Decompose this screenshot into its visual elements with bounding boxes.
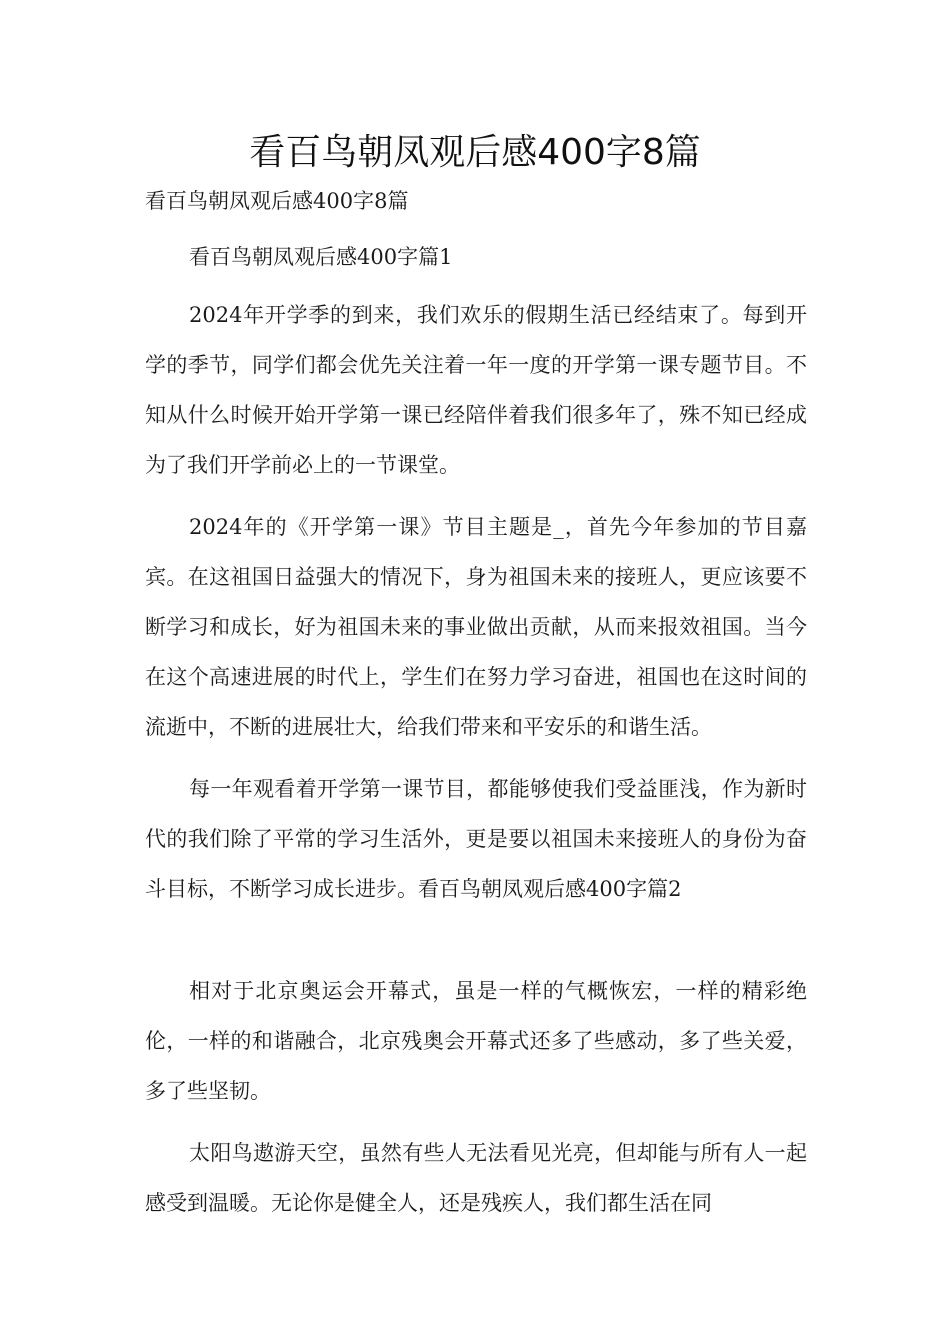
document-body <box>145 182 807 1240</box>
paragraph: 2024年开学季的到来，我们欢乐的假期生活已经结束了。每到开学的季节，同学们都会优先关注着一年一度的开学第一课专题节目。不知从什么时候开始开学第一课已经陪伴着我们很多年了，殊不知已经成为了我们开学前必上的一节课堂。 <box>145 303 807 477</box>
paragraph: 相对于北京奥运会开幕式，虽是一样的气概恢宏，一样的精彩绝伦，一样的和谐融合，北京残奥会开幕式还多了些感动，多了些关爱，多了些坚韧。 <box>145 979 807 1103</box>
paragraph: 太阳鸟遨游天空，虽然有些人无法看见光亮，但却能与所有人一起感受到温暖。无论你是健全人，还是残疾人，我们都生活在同 <box>145 1141 807 1215</box>
section-heading: 看百鸟朝凤观后感400字篇1 <box>189 245 453 269</box>
document-title: 看百鸟朝凤观后感400字8篇 <box>249 132 701 173</box>
paragraph: 每一年观看着开学第一课节目，都能够使我们受益匪浅，作为新时代的我们除了平常的学习生活外，更是要以祖国未来接班人的身份为奋斗目标，不断学习成长进步。看百鸟朝凤观后感400字篇2 <box>145 777 807 901</box>
paragraph: 2024年的《开学第一课》节目主题是_，首先今年参加的节目嘉宾。在这祖国日益强大的情况下，身为祖国未来的接班人，更应该要不断学习和成长，好为祖国未来的事业做出贡献，从而来报效祖国。当今在这个高速进展的时代上，学生们在努力学习奋进，祖国也在这时间的流逝中，不断的进展壮大，给我们带来和平安乐的和谐生活。 <box>145 515 807 739</box>
document-subtitle: 看百鸟朝凤观后感400字8篇 <box>145 189 409 213</box>
